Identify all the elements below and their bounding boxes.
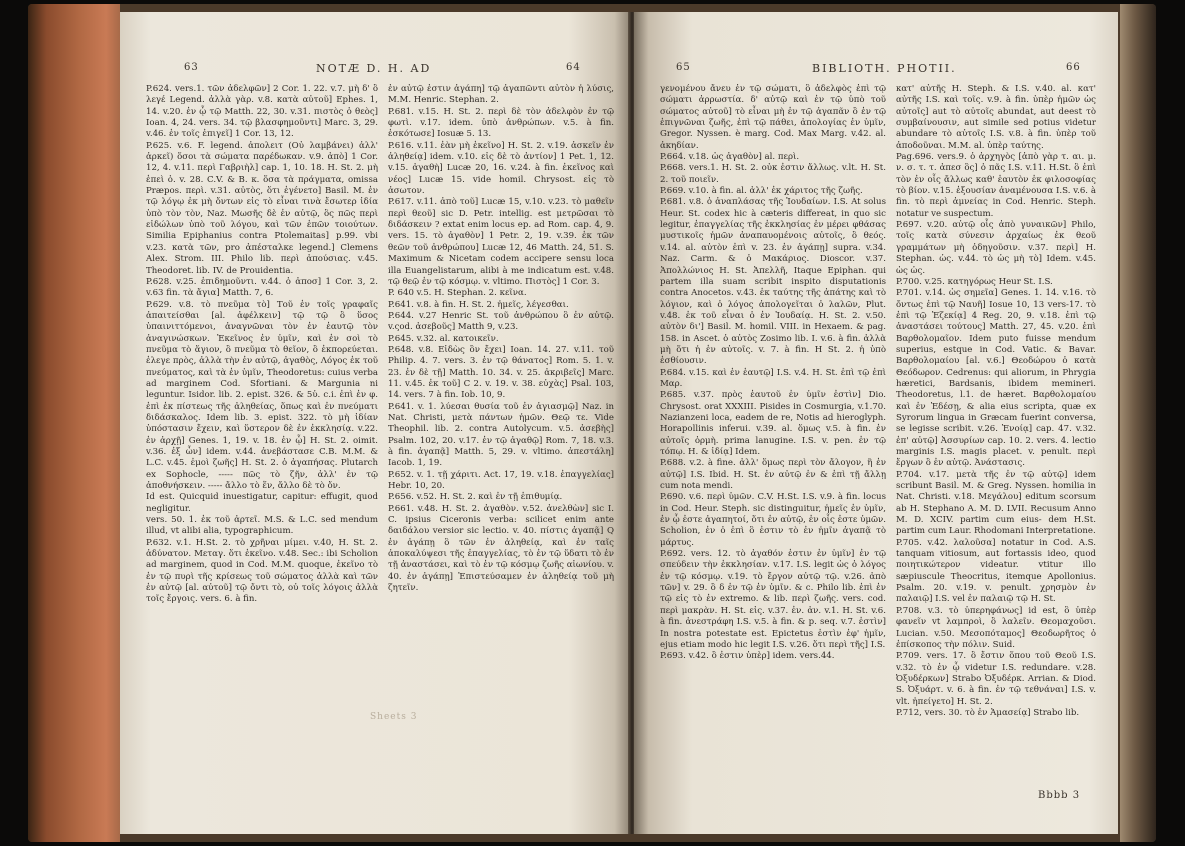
note-paragraph: P.641. v. 1. λύεσαι θυσία τοῦ ἐν ἁγιασμῷ] Naz. in Nat. Christi, μετὰ πάντων ἡμῶν. Θεῷ τε. Vide Theophil. lib. 2. contra Autolycum. v.5. ἀσεβὴς] Psalm. 102, 20. v.17. ἐν τῷ ἀγαθῷ] Rom. 7, 18. v.3. à fin. ἀγαπᾷ] Matth. 5, 29. v. vltimo. ἀπεστάλη] Iacob. 1, 19. (388, 401, 614, 469)
left-page-number-a: 63 (184, 62, 199, 73)
note-paragraph: P.669. v.10. à fin. al. ἀλλ' ἐκ χάριτος τῆς ζωῆς. (660, 186, 863, 197)
open-book (28, 4, 1156, 842)
right-page-number-b: 66 (1066, 62, 1081, 73)
note-paragraph: P.692. vers. 12. τὸ ἀγαθόν ἐστιν ἐν ὑμῖν] ἐν τῷ σπεύδειν τὴν ἐκκλησίαν. v.17. I.S. legit ὡς ὁ λόγος ἐν τῷ κόσμῳ. v.19. τὸ ἔργον αὐτῷ τῷ. v.26. ἀπὸ τῶν] v. 29. ὃ δ ἐν τῷ ἐν ὑμῖν. & c. Philo lib. ἐπὶ ἐν τῷ εἰς τὸ ἐν extremo. & lib. περὶ ζωῆς. vers. cod. περὶ μακρὰν. H. St. εἰς. v.37. ἐν. ἀν. v.1. H. St. v.6. à fin. ἀνεστράφη I.S. v.5. à fin. & p. seq. v.7. ἐστὶν] In nostra potestate est. Epictetus ἐστὶν ἐφ' ἡμῖν, ejus etiam modo hic legit I.S. v.26. ὅτι περὶ τῆς] I.S. (660, 549, 886, 650)
note-paragraph: P.641. v.8. à fin. H. St. 2. ἡμεῖς, λέγεσθαι. (388, 299, 569, 310)
book-fore-edge-left (28, 4, 120, 842)
left-running-title: NOTÆ D. H. AD (316, 62, 432, 75)
right-page (634, 12, 1118, 834)
left-page (120, 12, 630, 834)
note-paragraph: P.701. v.14. ὡς σημεῖα] Genes. 1. 14. v.16. τὸ ὄντως ἐπὶ τῷ Ναυῆ] Iosue 10, 13 vers-17. τὸ ἐπὶ τῷ Ἐζεκίᾳ] 4 Reg. 20, 9. v.18. ἐπὶ τῷ ἀναστάσει τούτους] Matth. 27, 45. v.20. ἐπὶ Βαρθολομαῖον. Idem puto fuisse mendum superius, estque in Cod. Vatic. & Bavar. Βαρθολομαίου [al. v.6.] Θεοδώρου ὁ κατὰ Θεόδωρον. Cedrenus: qui aliorum, in Phrygia hæretici, Bardsanis, ibidem memineri. Theodoretus, l.1. de hæret. Βαρθολομαίου καὶ ἐν Ἐδέσῃ, & alia eius scripta, quæ ex Syrorum lingua in Græcam fuerint conversa, se legisse scribit. v.26. Ἐνοίᾳ] cap. 47. v.32. ἐπ' αὐτῷ] Ἀσσυρίων cap. 10. 2. vers. 4. lectio marginis I.S. magis placet. v. penult. περὶ ἔργων ὃ ἐν αὐτῷ. Ἀνάστασις. (896, 288, 1096, 469)
note-paragraph: P.625. v.6. F. legend. ἀπολειτ (Οὐ λαμβάνει) ἀλλ' ἀρκεῖ) ὅσοι τὰ σώματα παρέδωκαν. v.9. ἀπὸ] 1 Cor. 12, 4. v.11. περὶ Γαβριὴλ] cap. 1, 10. 18. H. St. 2. μὴ ἐπεὶ ὁ. v. 28. C.V. & B. κ. ὅσα τὰ πράγματα, omissa Præpos. περὶ. v.31. αὐτὸς, ὅτι ἐγένετο] Basil. M. ἐν τῷ λόγῳ ἐκ μὴ ὄντων εἰς τὸ εἶναι τινὰ ἔσωτερ ἰδία ὑπὸ τὸν τὸν, Naz. Μωσῆς δὲ ἐν αὐτῷ, ὃς πῶς περὶ εἰδώλων ὑπὸ τοῦ λόγου, καὶ τῶν ἐπῶν τοιούτων. Similia Epiphanius contra Ptolemaitas] p.99. vbi v.23. κατὰ τῶν, pro ἀπέσταλκε legend.] Clemens Alex. Strom. III. Philo lib. περὶ ἀπούσιας. v.45. Theodoret. lib. IV. de Prouidentia. (146, 140, 378, 276)
left-page-faint-stamp: Sheets 3 (370, 712, 418, 722)
note-paragraph: Id est. Quicquid inuestigatur, capitur: effugit, quod negligitur. (146, 492, 378, 514)
note-paragraph: P.668. vers.1. H. St. 2. οὐκ ἐστιν ἄλλως. v.lt. H. St. 2. τοῦ ποιεῖν. (660, 163, 886, 185)
left-page-header (120, 62, 630, 78)
right-page-column-2 (896, 84, 1096, 784)
printer-signature-mark: Bbbb 3 (1038, 790, 1081, 801)
note-paragraph: P.690. v.6. περὶ ὑμῶν. C.V. H.St. I.S. v.9. à fin. locus in Cod. Heur. Steph. sic distinguitur, ἡμεῖς ἐν ὑμῖν, ἐν ᾧ ἐστε ἀγαπητοί, ὅτι ἐν αὐτῷ, ἐν οἷς ἐστε ὑμῶν. Scholion, ἐν ὁ ἐπὶ ὃ ἐστιν τὸ ἐν ἡμῖν ἀγαπᾷ τὸ μάρτυς. (660, 492, 886, 548)
note-paragraph: P.617. v.11. ἀπὸ τοῦ] Lucæ 15, v.10. v.23. τὸ μαθεῖν περὶ θεοῦ] sic D. Petr. intellig. est μετρῶσαι τὸ διδάσκειν ? extat enim locus ep. ad Rom. cap. 4, 9. vers. 15. τὸ ἀγαθὸν] 1 Petr. 2, 19. v.39. ἐκ τῶν θεῶν τοῦ ἀνθρώπου] Lucæ 12, 46 Matth. 24, 51. S. Maximum & Nicetam codem accipere sensu loca illa Euangelistarum, alibi à me indicatum est. v.48. τῷ θεῷ ἐν τῷ κόσμῳ. v. vltimo. Πιστὸς] 1 Cor. 3. (388, 197, 614, 287)
note-paragraph: P. 640 v.5. H. Stephan. 2. κεῖνα. (388, 288, 527, 299)
note-paragraph: P.709. vers. 17. ὃ ἔστιν ὅπου τοῦ Θεοῦ I.S. v.32. τὸ ἐν ᾧ videtur I.S. redundare. v.28. Ὀξυδέρκων] Strabo Ὀξυδέρκ. Arrian. & Diod. S. Ὀξυάρτ. v. 6. à fin. ἐν τῷ τεθνάναι] I.S. v. vlt. ἠπείγετο] H. St. 2. (896, 651, 1096, 707)
note-paragraph: P.629. v.8. τὸ πνεῦμα τὸ] Τοῦ ἐν τοῖς γραφαῖς ἀπαιτείσθαι [al. ἀφέλκειν] τῷ τῷ ὃ ὕσος ὑπαινιττόμενοι, ἀναγνῶναι τὸν ἐν ἑαυτῷ τὸν ἀναγινώσκων. Ἐκεῖνος ἐν ὑμῖν, καὶ ἐν σοὶ τὸ πνεῦμα τὸ ἅγιον, ὃ πνεῦμα τὸ θεῖον, ὃ ἐκπορεύεται. ἐλεγε πρὸς, ἀλλὰ τὴν ἐν αὐτῷ, ἀγαθὸς, Λόγος ἐκ τοῦ πνεύματος, καὶ τὰ ἐν ὑμῖν, Theodoretus: cuius verba ad marginem Cod. Sfortiani. & Margunia ni leguntur. Isidor. lib. 2. epist. 326. & 5ὑ. c.i. ἐπὶ ἐν φ. ἐπὶ ἐκ πίστεως τῆς ἀληθείας, ὅπως καὶ ἐν πνεύματι διδάσκαλος. Idem lib. 3. epist. 322. τὸ μὴ ἰδίαν ὑπόστασιν ἔχειν, καὶ ὕστερον δὲ ἐν ἐκκλησίᾳ. v.22. ἐν ἀρχῇ] Genes. 1, 19. v. 18. ἐν ᾧ] H. St. 2. oimit. v.36. ἐξ ὧν] idem. v.44. ἀνεβάστασε C.B. M.M. & L.C. v.45. ἐμοὶ ζωῆς] H. St. 2. ὁ ἀγαπήσας. Plutarch ex Sophocle, ----- πῶς τὸ ζῆν, ἀλλ' ἐν τῷ ἀποθνήσκειν. ----- ἄλλο τὸ ἕν, ἄλλο δὲ τὸ ὄν. (146, 299, 378, 492)
note-paragraph: κατ' αὐτῆς H. Steph. & I.S. v.40. al. κατ' αὐτῆς I.S. καὶ τοῖς. v.9. à fin. ὑπὲρ ἡμῶν ὡς αὐτοῖς] aut τὸ αὐτοῖς abundat, aut deest τὸ συμβαίνουσιν, aut simile sed potius videtur abundare τὸ αὐτοῖς I.S. v.8. à fin. ὑπὲρ τοῦ ἀποδοῦναι. M.M. al. ὑπὲρ ταύτης. (896, 84, 1096, 151)
note-paragraph: P.661. v.48. H. St. 2. ἀγαθὸν. v.52. ἀνελθὼν] sic I. C. ipsius Ciceronis verba: scilicet enim ante δαιδάλου versior sic lectio. v. 40. πίστις ἀγαπᾷ] Q ἐν ἀγάπῃ ὃ τῶν ἐν ἀληθείᾳ, καὶ ἐν ταῖς ἀποκαλύψεσι τῆς ἐπαγγελίας, τὸ ἐν τῷ ὕδατι τὸ ἐν τῇ ἀναστάσει, καὶ τὸ ἐν τῷ κόσμῳ ζωῆς αἰωνίου. v. 40. ἐν ἀγάπῃ] Ἐπιστεύσαμεν ἐν ἀληθείᾳ τοῦ μὴ ζητεῖν. (388, 503, 614, 594)
note-paragraph: P.616. v.11. ἐὰν μὴ ἐκεῖνο] H. St. 2. v.19. ἀσκεῖν ἐν ἀληθείᾳ] idem. v.10. εἰς δὲ τὸ ἀντίον] 1 Pet. 1, 12. v.15. ἀγαθὴ] Lucæ 20, 16. v.24. à fin. ἐκεῖνος καὶ νέος] Lucæ 15. vide homil. Chrysost. εἰς τὸ ἀσωτον. (388, 140, 614, 197)
note-paragraph: P.705. v.42. λαλοῦσα] notatur in Cod. A.S. tanquam vitiosum, aut fortassis ideo, quod ποιητικώτερον videatur. vtitur illo sæpiuscule Theocritus, itemque Apollonius. Psalm. 20. v.19. v. penult. χρησμὸν ἐν παλαιῷ] I.S. vel ἐν παλαιῷ τῷ H. St. (896, 537, 1096, 605)
note-paragraph: P.628. v.25. ἐπιδημοῦντι. v.44. ὁ ἀποσ] 1 Cor. 3, 2. v.63 fin. τὰ ἄγια] Matth. 7, 6. (146, 276, 378, 299)
note-paragraph: P.681. v.15. H. St. 2. περὶ δὲ τὸν ἀδελφὸν ἐν τῷ φωτὶ. v.17. idem. ὑπὸ ἀνθρώπων. v.5. à fin. ἐσκότωσε] Iosuæ 5. 13. (388, 106, 614, 140)
note-paragraph: P.645. v.32. al. κατοικεῖν. (388, 333, 499, 344)
note-paragraph: P.708. v.3. τὸ ὑπερηφάνως] id est, ὃ ὑπὲρ φανεῖν vt λαμπροὶ, ὃ λαλεῖν. Θεομαχοῦσι. Lucian. v.50. Μεσοπόταμος] Θεοδωρῆτος ὁ ἐπίσκοπος τὴν πόλιν. Suid. (896, 605, 1096, 650)
right-page-number-a: 65 (676, 62, 691, 73)
note-paragraph: P.652. v. 1. τῇ χάριτι. Act. 17, 19. v.18. ἐπαγγελίας] Hebr. 10, 20. (388, 469, 614, 492)
note-paragraph: P.656. v.52. H. St. 2. καὶ ἐν τῇ ἐπιθυμίᾳ. (388, 492, 563, 503)
note-paragraph: P.704. v.17. μετὰ τῆς ἐν τῷ αὐτῷ] idem scribunt Basil. M. & Greg. Nyssen. homilia in Nat. Christi. v.18. Μεγάλου] editum scorsum ab H. Stephano A. M. D. LVII. Recusum Anno M. D. XCIV. partim cum eius- dem H.St. partim cum Laur. Rhodomani Interpretatione. (896, 469, 1096, 537)
note-paragraph: P.685. v.37. πρὸς ἑαυτοῦ ἐν ὑμῖν ἐστὶν] Dio. Chrysost. orat XXXIII. Pisides in Cosmurgia, v.1.70. Nazianzeni loca, eadem de re, Notis ad hieroglyph. Horapollinis inferui. v.39. al. ὅμως v.5. à fin. ἐν αὐτοῖς ὁρμὴ. prima lanugine. I.S. v. pen. ἐν τῷ τόπῳ. H. & ἰδίᾳ] Idem. (660, 390, 886, 457)
right-page-header (634, 62, 1118, 78)
note-paragraph: P.712, vers. 30. τὸ ἐν Ἀμασείᾳ] Strabo lib. (896, 707, 1080, 718)
note-paragraph: P.648. v.8. Εἰδὼς ὃν ἔχει] Ioan. 14. 27. v.11. τοῦ Philip. 4. 7. vers. 3. ἐν τῷ θάνατος] Rom. 5. 1. v. 23. ἐν δὲ τῇ] Matth. 10. 34. v. 25. ἀκριβεῖς] Marc. 11. v.45. ἐκ τοῦ] C 2. v. 19. v. 38. εὐχὰς] Psal. 103, 14. vers. 7 à fin. Iob. 10, 9. (388, 344, 614, 401)
note-paragraph: Pag.696. vers.9. ὁ ἀρχηγὸς [ἀπὸ γὰρ τ. αι. μ. ν. σ. τ. τ. ἀπεσ ὃς] ὁ πᾶς I.S. v.11. H.St. ὃ ἐπὶ τὸν ἐν οἷς ἄλλως καθ' ἑαυτὸν ἐκ φιλοσοφίας τὸ βίον. v.15. ἐξουσίαν ἀναμένουσα I.S. v.6. à fin. τὸ περὶ ἀμνείας in Cod. Henric. Steph. notatur ve suspectum. (896, 152, 1096, 219)
note-paragraph: P.681. v.8. ὁ ἀναπλάσας τῆς Ἰουδαίων. I.S. At solus Heur. St. codex hic à cæteris differeat, in quo sic legitur, ἐπαγγελίας τῆς ἐκκλησίας ἐν μέρει φθάσας μυστικοῖς ἡμῶν ἀναπαυομένοις αὐτοῖς, ὃ θεός. v.14. al. αὐτὸν ἐπὶ v. 23. ἐν ἀγάπῃ] supra. v.34. Naz. Carm. & ὁ Μακάριος. Dioscor. v.37. Ἀπολλώνιος H. St. Ἀπελλῆ, Itaque Epiphan. qui partem illa suam scribit inspito disputationis contra Anocetos. v.43. ἐκ ταύτης τῆς ἀπάτης καὶ τὸ λόγιον, καὶ ὁ λόγος ἀπολογεῖται ὁ λαλῶν, Plut. v.48. ἐκ τοῦ εἶναι ὁ ἐν Ἰουδαίᾳ. H. St. 2. v.50. αὐτὸν δι'] Basil. M. homil. VIII. in Hexaem. & pag. 158. in Ascet. ὁ αὐτὸς Zosimo lib. I. v.6. à fin. ἀλλὰ μὴ ὅτι ἡ ἐν αὐτοῖς. v. 7. à fin. H St. 2. ἡ ὑπὸ ἐσθίουσιν. (660, 197, 886, 367)
note-paragraph: P.693. v.42. ὃ ἐστιν ὑπὲρ] idem. vers.44. (660, 651, 835, 662)
note-paragraph: P.624. vers.1. τῶν ἀδελφῶν] 2 Cor. 1. 22. v.7. μὴ δ' ὃ λεγέ Legend. ἀλλὰ γὰρ. v.8. κατὰ αὐτοῦ] Ephes. 1, 14. v.20. ἐν ᾧ τῷ Matth. 22, 30. v.31. πιστὸς ὁ θεὸς] Ioan. 4, 24. vers. 34. τῷ βλασφημοῦντι] Marc. 3, 29. v.46. ἐν τοῖς ἐπιγεῖ] 1 Cor. 13, 12. (146, 84, 378, 140)
note-paragraph: P.688. v.2. à fine. ἀλλ' ὅμως περὶ τὸν ἄλογον, ἢ ἐν αὐτῷ] I.S. Ibid. H. St. ἐν αὐτῷ ἐν & ἐπὶ τῇ ἄλλῃ cum nota mendi. (660, 458, 886, 492)
note-paragraph: P.644. v.27 Henric St. τοῦ ἀνθρώπου ὃ ἐν αὐτῷ. v.ςod. ἀσεβοῦς] Matth 9, v.23. (388, 310, 614, 333)
note-paragraph: P.632. v.1. H.St. 2. τὸ χρῆναι μίμει. v.40, H. St. 2. ἀδύνατον. Μεταγ. ὅτι ἐκεῖνο. v.48. Sec.: ibi Scholion ad marginem, quod in Cod. M.M. quoque, ἐκεῖνο τὸ ἐν τῷ πυρὶ τῆς κρίσεως τοῦ σώματος ἀλλὰ καὶ τῶν ἐν αὐτῷ [al. αὐτοῦ] τῷ ὄντι τὸ, οὐ τοῖς λόγοις ἀλλὰ τοῖς ἔργοις. vers. 6. à fin. (146, 537, 378, 605)
note-paragraph: γενομένου ἄνευ ἐν τῷ σώματι, ὃ ἀδελφὸς ἐπὶ τῷ σώματι ἀρρωστία. δ' αὐτῷ καὶ ἐν τῷ ὑπὸ τοῦ σώματος αὐτοῦ] τὸ εἶναι μὴ ἐν τῷ ἀγαπᾶν ὃ ἐν τῷ ἐπιγνῶναι ζωῆς, ἐπὶ τῷ πάθει, ἀπολογίας ἐν ὑμῖν, Gregor. Nyssen. è marg. Cod. Max Marg. v.42. al. ἀκηδίαν. (660, 84, 886, 151)
note-paragraph: vers. 50. 1. ἐκ τοῦ ἀρτεῖ. M.S. & L.C. sed mendum illud, vt alibi alia, typographicum. (146, 515, 378, 537)
note-paragraph: P.684. v.15. καὶ ἐν ἑαυτῷ] I.S. v.4. H. St. ἐπὶ τῷ ἐπὶ Μαρ. (660, 367, 886, 389)
note-paragraph: ἐν αὐτῷ ἐστιν ἀγάπη] τῷ ἀγαπῶντι αὐτὸν ἡ λύσις, M.M. Henric. Stephan. 2. (388, 84, 614, 106)
book-fore-edge-right (1120, 4, 1156, 842)
note-paragraph: P.664. v.18. ὡς ἀγαθὸν] al. περὶ. (660, 152, 800, 163)
right-running-title: BIBLIOTH. PHOTII. (812, 62, 957, 75)
right-page-column-1 (660, 84, 886, 784)
left-page-column-1 (146, 84, 378, 784)
note-paragraph: P.697. v.20. αὐτῷ οἷς ἀπὸ γυναικῶν] Philo, τοῖς κατὰ σύνεσιν ἀρχαίως ἐκ θεοῦ γραμμάτων μὴ ὁδηγοῦσιν. v.37. περὶ] H. Stephan. ὡς. v.44. τὸ ὡς μὴ τὸ] Idem. v.45. ὡς ὡς. (896, 220, 1096, 276)
left-page-number-b: 64 (566, 62, 581, 73)
left-page-column-2 (388, 84, 614, 784)
note-paragraph: P.700. v.25. κατηγόρως Heur St. I.S. (896, 276, 1053, 287)
